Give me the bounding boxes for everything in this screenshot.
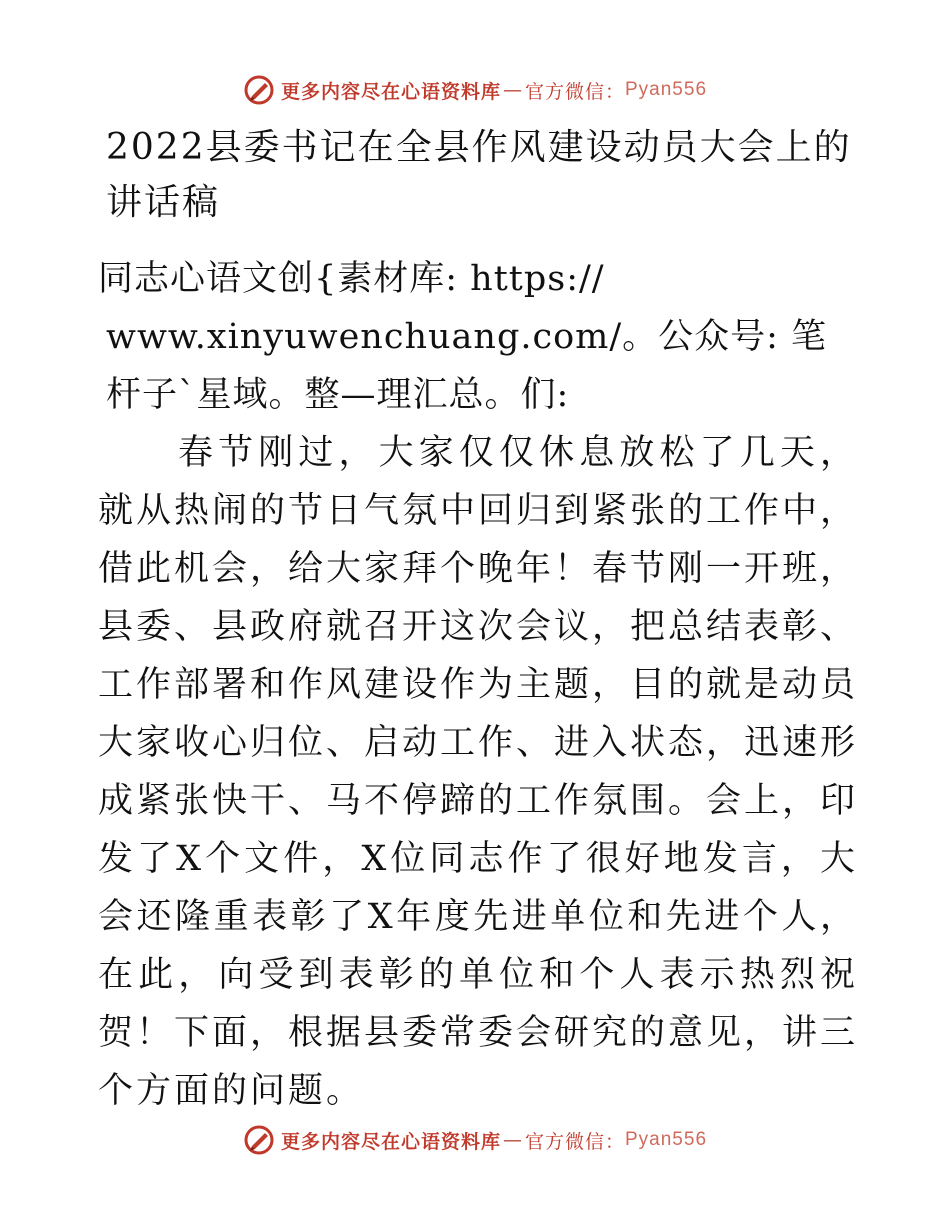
banner-text: 更多内容尽在心语资料库 xyxy=(280,80,501,103)
banner-wechat-id: Pyan556 xyxy=(625,1129,708,1150)
footer-watermark xyxy=(0,1120,950,1160)
banner-wechat-id: Pyan556 xyxy=(625,79,708,100)
banner-text: 更多内容尽在心语资料库 xyxy=(280,1130,501,1153)
body-paragraph: 春节刚过，大家仅仅休息放松了几天，就从热闹的节日气氛中回归到紧张的工作中，借此机会，给大家拜个晚年！春节刚一开班，县委、县政府就召开这次会议，把总结表彰、工作部署和作风建设作为主题，目的就是动员大家收心归位、启动工作、进入状态，迅速形成紧张快干、马不停蹄的工作氛围。会上，印发了X个文件，X位同志作了很好地发言，大会还隆重表彰了X年度先进单位和先进个人，在此，向受到表彰的单位和个人表示热烈祝贺！下面，根据县委常委会研究的意见，讲三个方面的问题。 xyxy=(98,433,859,1111)
document-title: 2022县委书记在全县作风建设动员大会上的讲话稿 xyxy=(106,127,852,223)
pen-logo-icon xyxy=(243,1124,275,1156)
pen-logo-icon xyxy=(243,74,275,106)
document-intro: 同志心语文创{素材库: https:// www.xinyuwenchuang.com/。公众号: 笔杆子`星域。整—理汇总。们: xyxy=(98,259,828,415)
banner-wechat-label: 官方微信： xyxy=(524,1130,625,1153)
banner-separator: — xyxy=(502,1129,523,1151)
header-watermark xyxy=(0,70,950,110)
banner-wechat-label: 官方微信： xyxy=(524,80,625,103)
banner-separator: — xyxy=(502,79,523,101)
document-body xyxy=(98,120,858,1120)
